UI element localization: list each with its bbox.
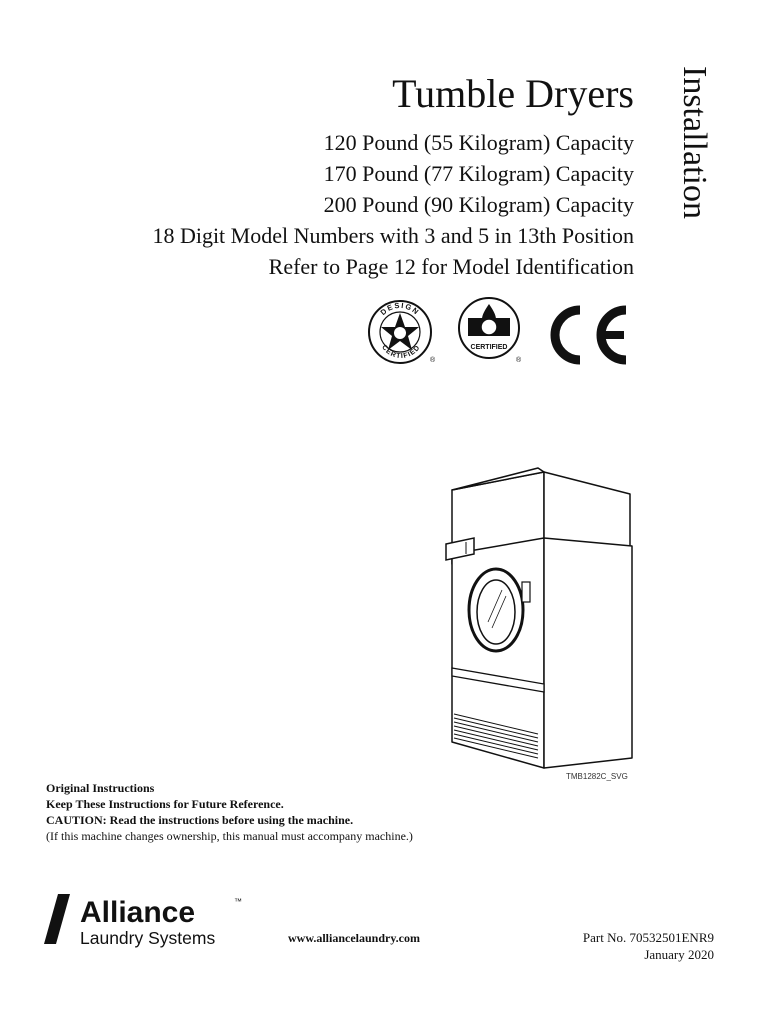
original-instructions-note: Original Instructions [46,781,155,795]
ownership-note: (If this machine changes ownership, this manual must accompany machine.) [46,829,413,843]
figure-caption: TMB1282C_SVG [566,772,628,781]
gas-certified-seal-icon [456,294,528,368]
brand-name: Alliance [80,896,196,929]
gas-seal-registered-mark: ® [516,357,522,364]
ce-mark-icon [540,302,632,368]
website-link[interactable]: www.alliancelaundry.com [288,931,421,945]
section-side-label: Installation [676,66,713,219]
design-seal-registered-mark: ® [430,357,436,364]
capacity-170-subtitle: 170 Pound (77 Kilogram) Capacity [323,161,634,186]
instructions-notes [46,780,413,844]
part-number: Part No. 70532501ENR9 [582,930,714,945]
capacity-200-subtitle: 200 Pound (90 Kilogram) Capacity [323,192,634,217]
keep-instructions-note: Keep These Instructions for Future Reference. [46,797,284,811]
design-certified-seal-icon [366,296,438,368]
publication-date: January 2020 [644,947,714,962]
model-number-subtitle: 18 Digit Model Numbers with 3 and 5 in 13th Position [152,223,634,248]
alliance-laundry-logo [44,892,254,948]
caution-note: CAUTION: Read the instructions before using the machine. [46,813,354,827]
brand-trademark: ™ [234,897,242,906]
design-seal-top-text: DESIGN [378,300,422,318]
part-info [583,929,714,963]
document-title: Tumble Dryers [392,71,634,116]
brand-slash-icon [44,894,70,944]
tumble-dryer-illustration [440,462,640,772]
brand-tagline: Laundry Systems [80,928,216,948]
gas-seal-certified-text: CERTIFIED [470,344,508,351]
capacity-120-subtitle: 120 Pound (55 Kilogram) Capacity [323,130,634,155]
model-reference-subtitle: Refer to Page 12 for Model Identification [268,254,634,279]
design-seal-bottom-text: CERTIFIED [380,343,422,361]
